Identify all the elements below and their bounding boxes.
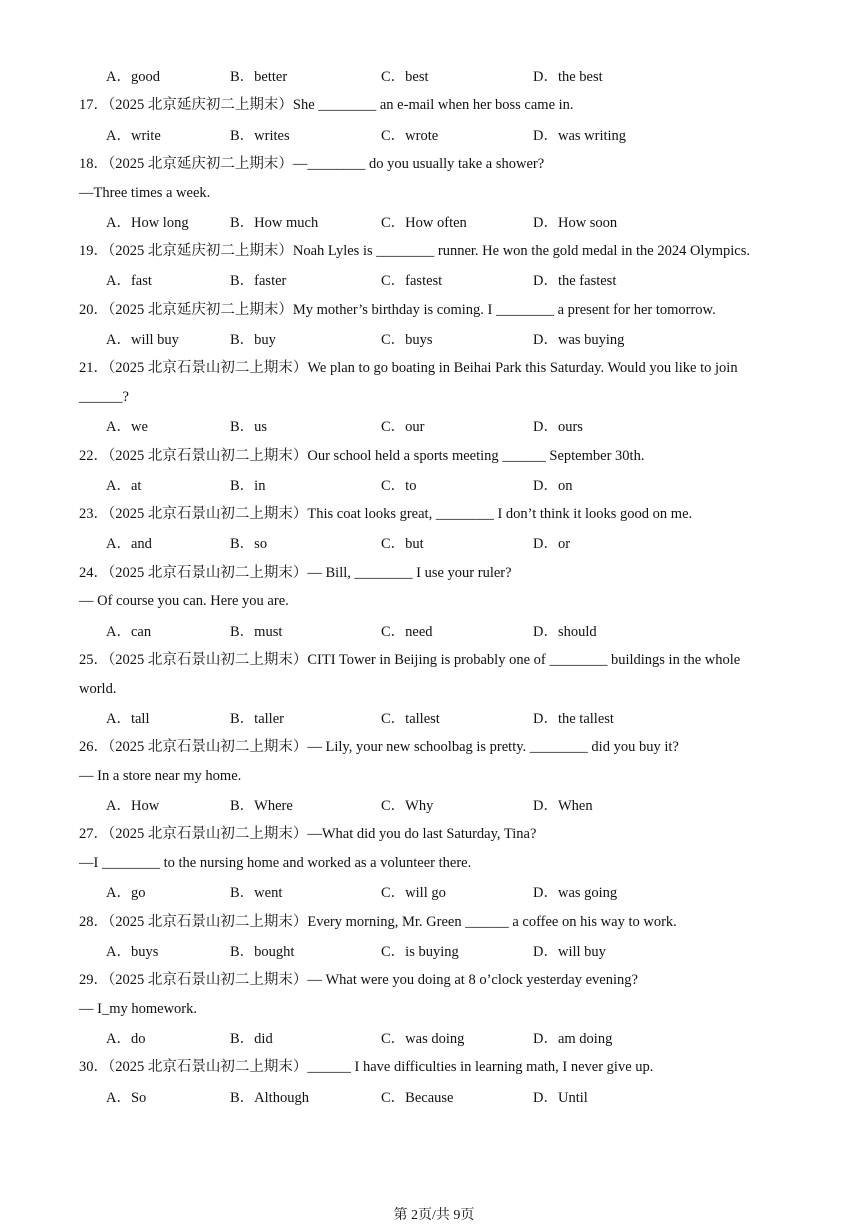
q16-option-a: A．good	[106, 69, 160, 85]
question-21-stem: 21．（2025 北京石景山初二上期末）We plan to go boating in Beihai Park this Saturday. Would you like to join	[79, 360, 738, 377]
question-30-option-a: A．So	[106, 1089, 147, 1106]
question-21-option-c: C．our	[381, 419, 425, 436]
question-17-option-b: B．writes	[230, 127, 290, 144]
question-25-stem: 25．（2025 北京石景山初二上期末）CITI Tower in Beijing is probably one of ________ buildings in the whole	[79, 651, 741, 668]
page-footer: 第 2页/共 9页	[393, 1208, 475, 1223]
question-24-option-a: A．can	[106, 623, 152, 640]
q16-option-b: B．better	[230, 69, 288, 85]
question-30-option-d: D．Until	[533, 1089, 588, 1106]
question-30-option-c: C．Because	[381, 1089, 454, 1106]
question-28-option-b: B．bought	[230, 943, 295, 960]
question-29-stem: 29．（2025 北京石景山初二上期末）— What were you doing at 8 o’clock yesterday evening?	[79, 972, 638, 989]
question-23-option-d: D．or	[533, 536, 571, 553]
question-19-option-c: C．fastest	[381, 273, 443, 290]
question-22-stem: 22．（2025 北京石景山初二上期末）Our school held a sports meeting ______ September 30th.	[79, 447, 645, 464]
question-26-option-b: B．Where	[230, 798, 293, 814]
question-20-stem: 20．（2025 北京延庆初二上期末）My mother’s birthday is coming. I ________ a present for her tomorrow.	[79, 301, 716, 318]
question-18-option-b: B．How much	[230, 214, 319, 231]
question-21-options	[0, 417, 868, 437]
question-29-option-c: C．was doing	[381, 1031, 465, 1047]
question-20-options	[0, 330, 868, 350]
question-25-option-d: D．the tallest	[533, 710, 614, 727]
question-25-options	[0, 709, 868, 729]
question-26-stem: 26．（2025 北京石景山初二上期末）— Lily, your new schoolbag is pretty. ________ did you buy it?	[79, 739, 679, 756]
question-27-option-a: A．go	[106, 885, 146, 902]
question-26-option-c: C．Why	[381, 798, 434, 814]
question-26-option-a: A．How	[106, 798, 160, 814]
question-17-options	[0, 126, 868, 146]
question-20-option-b: B．buy	[230, 332, 276, 348]
question-17-option-d: D．was writing	[533, 127, 627, 144]
question-24-line-2: — Of course you can. Here you are.	[79, 593, 289, 610]
question-28-option-d: D．will buy	[533, 943, 606, 960]
q16-option-d: D．the best	[533, 69, 603, 85]
question-21-option-a: A．we	[106, 419, 148, 436]
question-17-stem: 17．（2025 北京延庆初二上期末）She ________ an e-mail when her boss came in.	[79, 97, 574, 114]
question-29-option-b: B．did	[230, 1031, 273, 1047]
question-27-options	[0, 883, 868, 903]
question-24-stem: 24．（2025 北京石景山初二上期末）— Bill, ________ I use your ruler?	[79, 564, 512, 581]
question-23-options	[0, 534, 868, 554]
question-26-line-2: — In a store near my home.	[79, 767, 242, 784]
question-25-option-c: C．tallest	[381, 710, 440, 727]
question-27-option-b: B．went	[230, 885, 283, 902]
question-22-option-c: C．to	[381, 477, 417, 494]
question-28-options	[0, 942, 868, 962]
q16-options	[0, 67, 868, 87]
question-17-option-a: A．write	[106, 127, 161, 144]
question-18-option-d: D．How soon	[533, 214, 618, 231]
question-22-options	[0, 476, 868, 496]
question-26-options	[0, 796, 868, 816]
question-30-options	[0, 1088, 868, 1108]
question-27-stem: 27．（2025 北京石景山初二上期末）—What did you do last Saturday, Tina?	[79, 826, 537, 843]
question-19-stem: 19．（2025 北京延庆初二上期末）Noah Lyles is ________ runner. He won the gold medal in the 2024 Olympics.	[79, 243, 750, 260]
question-23-stem: 23．（2025 北京石景山初二上期末）This coat looks great, ________ I don’t think it looks good on me.	[79, 506, 693, 523]
question-22-option-d: D．on	[533, 477, 573, 494]
question-18-line-2: —Three times a week.	[79, 184, 211, 201]
question-18-option-c: C．How often	[381, 214, 467, 231]
question-28-stem: 28．（2025 北京石景山初二上期末）Every morning, Mr. Green ______ a coffee on his way to work.	[79, 913, 677, 930]
question-29-options	[0, 1029, 868, 1049]
question-20-option-a: A．will buy	[106, 332, 179, 348]
question-27-line-2: —I ________ to the nursing home and worked as a volunteer there.	[79, 854, 472, 871]
question-23-option-a: A．and	[106, 536, 152, 553]
question-23-option-b: B．so	[230, 536, 268, 553]
question-28-option-a: A．buys	[106, 943, 159, 960]
question-22-option-a: A．at	[106, 477, 142, 494]
question-21-option-d: D．ours	[533, 419, 583, 436]
question-18-options	[0, 213, 868, 233]
question-27-option-c: C．will go	[381, 885, 446, 902]
question-24-option-b: B．must	[230, 623, 283, 640]
question-22-option-b: B．in	[230, 477, 266, 494]
question-25-option-a: A．tall	[106, 710, 150, 727]
question-25-option-b: B．taller	[230, 710, 284, 727]
question-28-option-c: C．is buying	[381, 943, 459, 960]
question-20-option-d: D．was buying	[533, 332, 625, 348]
question-20-option-c: C．buys	[381, 332, 433, 348]
question-24-option-d: D．should	[533, 623, 597, 640]
question-19-option-b: B．faster	[230, 273, 287, 290]
question-30-option-b: B．Although	[230, 1089, 309, 1106]
q16-option-c: C．best	[381, 69, 429, 85]
question-19-option-d: D．the fastest	[533, 273, 617, 290]
question-29-line-2: — I_my homework.	[79, 1000, 197, 1017]
question-19-option-a: A．fast	[106, 273, 152, 290]
question-27-option-d: D．was going	[533, 885, 618, 902]
question-29-option-d: D．am doing	[533, 1031, 613, 1047]
question-18-option-a: A．How long	[106, 214, 189, 231]
question-30-stem: 30．（2025 北京石景山初二上期末）______ I have difficulties in learning math, I never give up.	[79, 1059, 654, 1076]
question-29-option-a: A．do	[106, 1031, 146, 1047]
question-21-option-b: B．us	[230, 419, 268, 436]
question-24-option-c: C．need	[381, 623, 433, 640]
question-25-line-2: world.	[79, 680, 117, 697]
question-17-option-c: C．wrote	[381, 127, 439, 144]
question-26-option-d: D．When	[533, 798, 593, 814]
question-23-option-c: C．but	[381, 536, 424, 553]
question-18-stem: 18．（2025 北京延庆初二上期末）—________ do you usually take a shower?	[79, 155, 545, 172]
question-19-options	[0, 271, 868, 291]
question-21-line-2: ______?	[79, 388, 129, 405]
question-24-options	[0, 622, 868, 642]
